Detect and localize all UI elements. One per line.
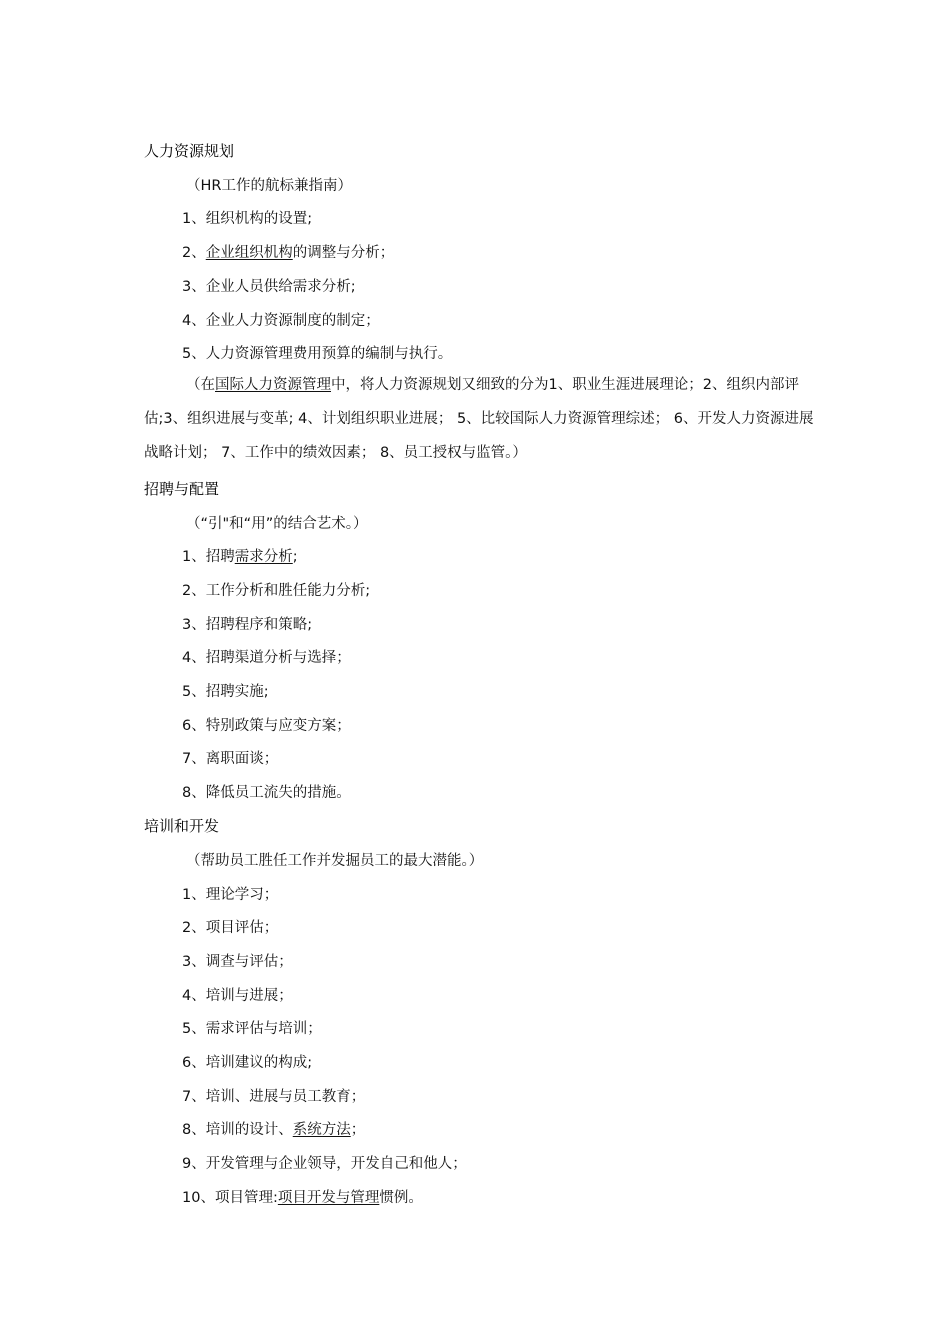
section-heading-hr-planning: 人力资源规划 — [144, 142, 235, 160]
list-item: 1、组织机构的设置; — [182, 211, 313, 227]
section-subtitle: （HR工作的航标兼指南） — [186, 178, 352, 194]
section-heading-training: 培训和开发 — [144, 817, 220, 835]
list-item-suffix: ； — [350, 1122, 366, 1138]
list-item: 5、需求评估与培训； — [182, 1021, 322, 1037]
list-item: 4、企业人力资源制度的制定； — [182, 313, 380, 329]
list-item — [182, 1118, 365, 1139]
list-item-prefix: 8、培训的设计、 — [182, 1122, 293, 1138]
list-item-suffix: ; — [292, 549, 298, 565]
list-item: 1、理论学习； — [182, 887, 279, 903]
list-item-prefix: 10、项目管理: — [182, 1190, 278, 1206]
list-item: 6、特别政策与应变方案； — [182, 718, 351, 734]
section-subtitle: （帮助员工胜任工作并发掘员工的最大潜能。） — [186, 853, 484, 869]
list-item-prefix: 2、 — [182, 245, 206, 261]
list-item: 3、企业人员供给需求分析; — [182, 279, 356, 295]
link-international-hrm[interactable]: 国际人力资源管理 — [215, 377, 331, 393]
list-item: 2、项目评估； — [182, 920, 279, 936]
list-item: 7、培训、进展与员工教育； — [182, 1089, 366, 1105]
list-item-prefix: 1、招聘 — [182, 549, 235, 565]
list-item: 4、招聘渠道分析与选择； — [182, 650, 351, 666]
list-item: 9、开发管理与企业领导，开发自己和他人； — [182, 1156, 467, 1172]
list-item-suffix: 惯例。 — [379, 1190, 423, 1206]
list-item: 2、工作分析和胜任能力分析; — [182, 583, 371, 599]
list-item: 8、降低员工流失的措施。 — [182, 785, 351, 801]
list-item — [182, 545, 298, 566]
list-item: 7、离职面谈； — [182, 751, 279, 767]
list-item — [182, 241, 394, 262]
list-item: 5、招聘实施; — [182, 684, 269, 700]
note-body: 中，将人力资源规划又细致的分为1、职业生涯进展理论；2、组织内部评估;3、组织进展与变革; 4、计划组织职业进展； 5、比较国际人力资源管理综述； 6、开发人力资源进展战略计划； 7、工作中的绩效因素； 8、员工授权与监管。） — [144, 377, 814, 461]
list-item: 3、招聘程序和策略; — [182, 617, 313, 633]
note-paragraph — [144, 368, 814, 470]
link-demand-analysis[interactable]: 需求分析 — [234, 549, 293, 565]
list-item: 3、调查与评估； — [182, 954, 293, 970]
list-item — [182, 1186, 423, 1207]
link-systems-method[interactable]: 系统方法 — [292, 1122, 351, 1138]
section-heading-recruitment: 招聘与配置 — [144, 480, 220, 498]
section-subtitle: （“引"和“用”的结合艺术。） — [186, 516, 368, 532]
link-project-development-management[interactable]: 项目开发与管理 — [277, 1190, 380, 1206]
list-item: 6、培训建议的构成; — [182, 1055, 313, 1071]
list-item: 5、人力资源管理费用预算的编制与执行。 — [182, 346, 453, 362]
link-enterprise-org-structure[interactable]: 企业组织机构 — [205, 245, 293, 261]
list-item: 4、培训与进展； — [182, 988, 293, 1004]
note-prefix: （在 — [186, 377, 215, 393]
list-item-suffix: 的调整与分析； — [292, 245, 395, 261]
